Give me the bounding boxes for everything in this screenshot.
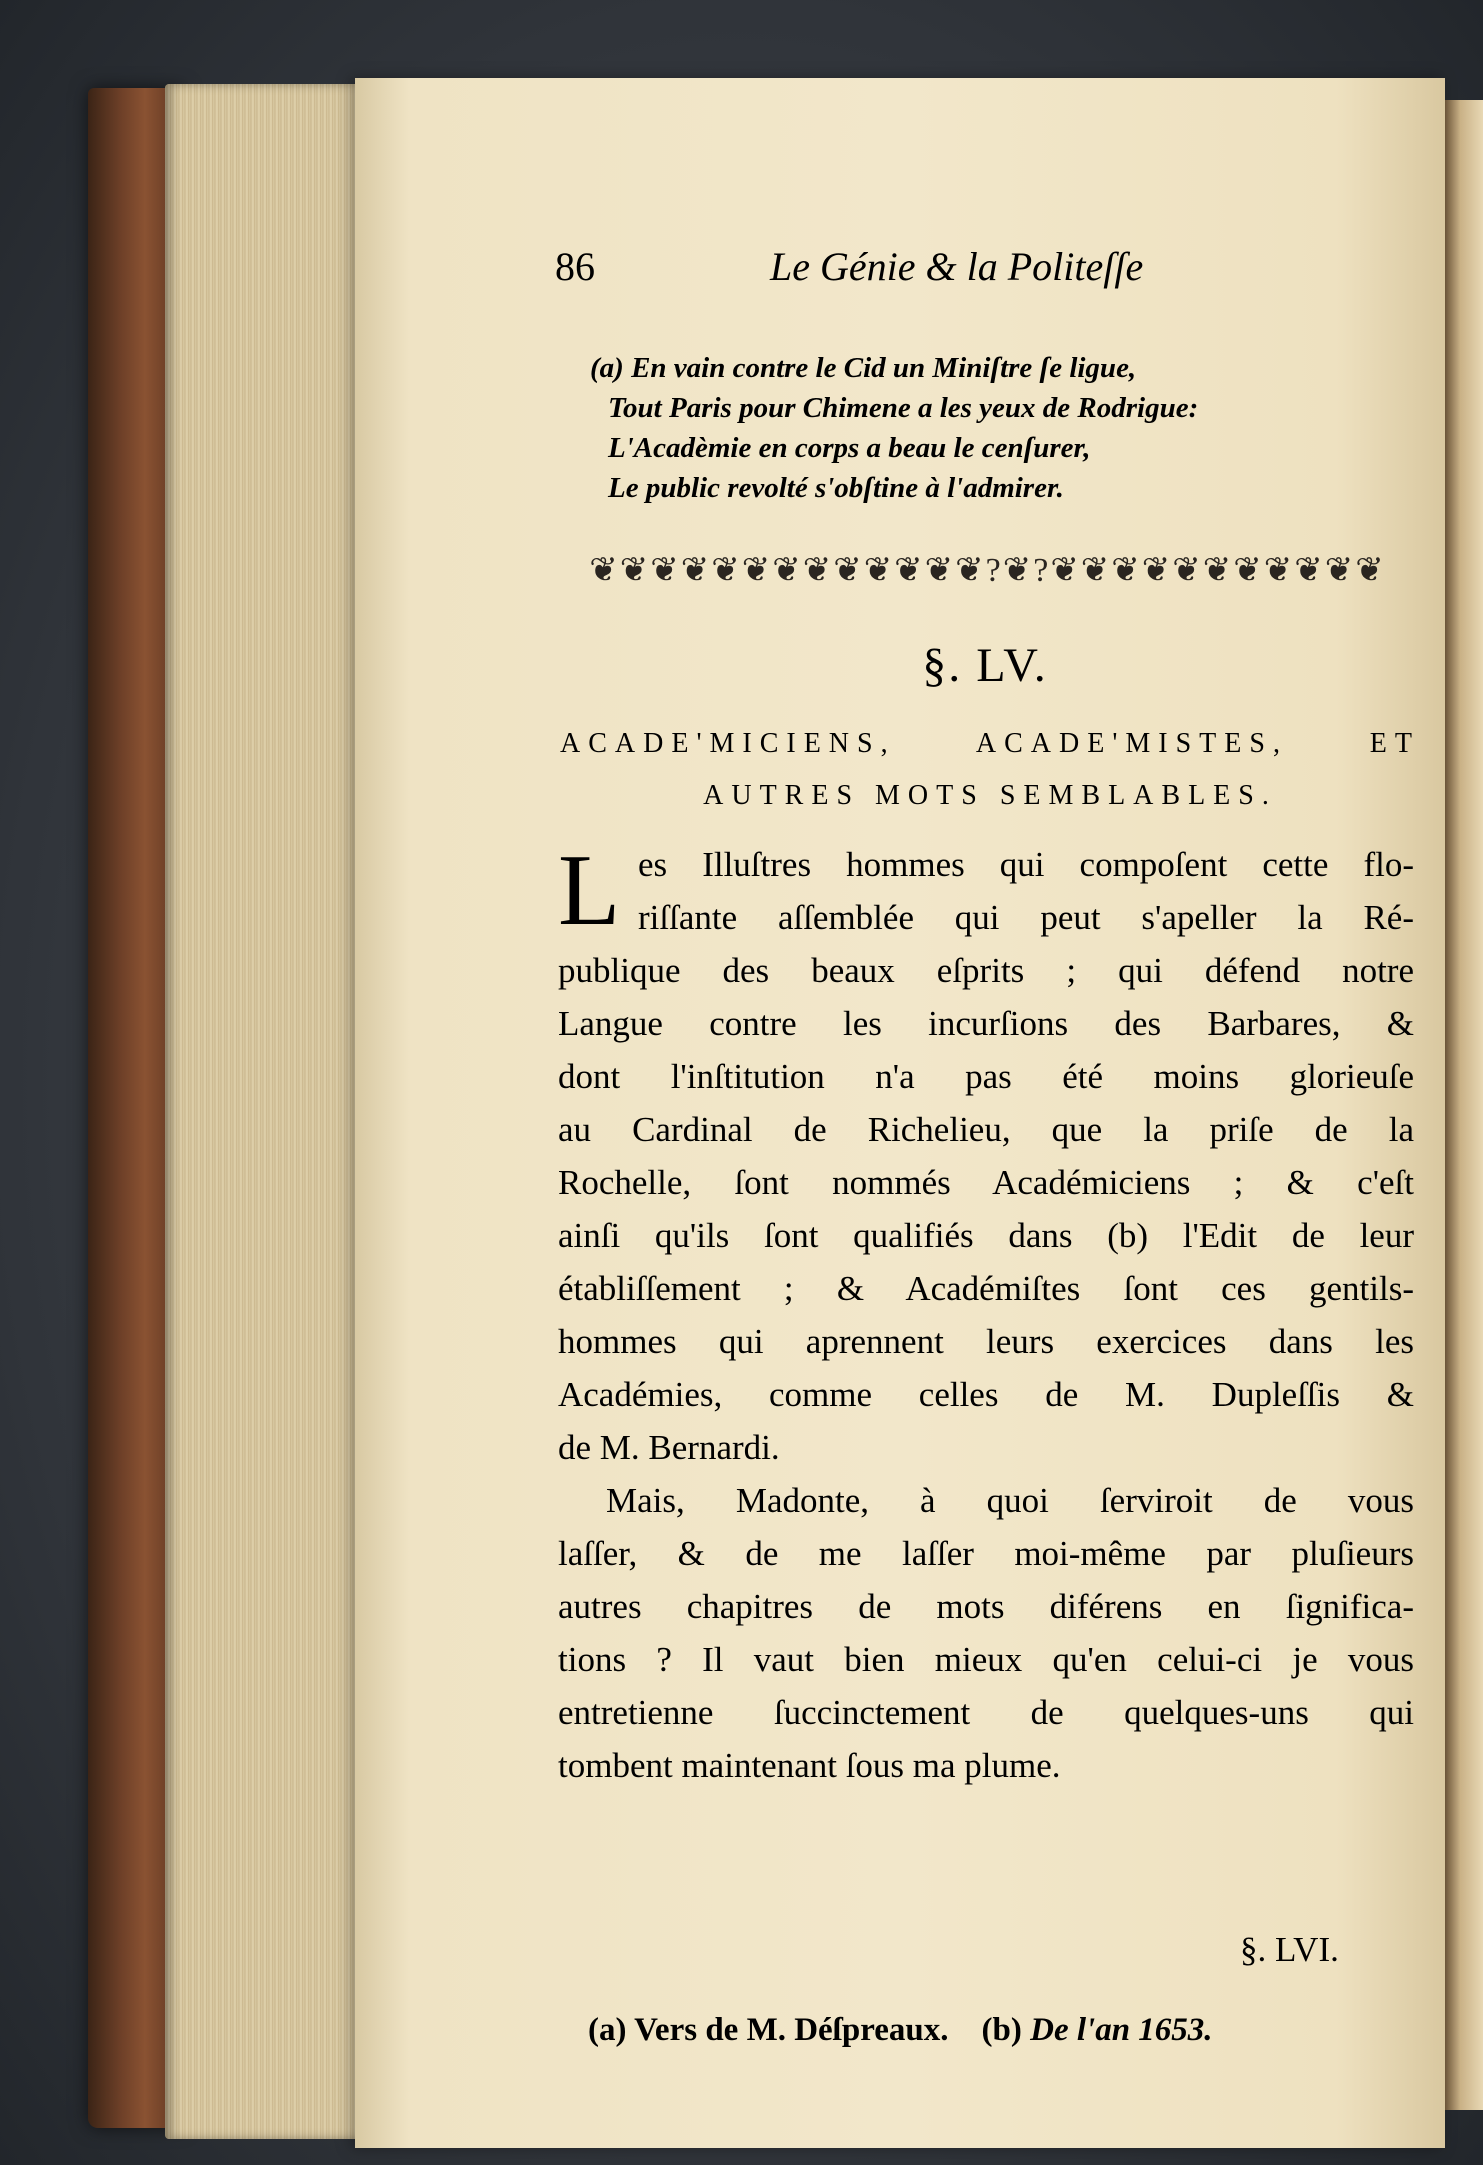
body-line: dont l'inſtitution n'a pas été moins glorieuſe <box>558 1057 1414 1096</box>
body-line: Rochelle, ſont nommés Académiciens ; & c'eſt <box>558 1163 1414 1202</box>
verse-line: Tout Paris pour Chimene a les yeux de Rodrigue: <box>608 392 1199 424</box>
body-line: laſſer, & de me laſſer moi-même par pluſieurs <box>558 1534 1414 1573</box>
footnote-a: (a) Vers de M. Déſpreaux. <box>588 2012 949 2048</box>
body-line: Langue contre les incurſions des Barbares, & <box>558 1004 1414 1043</box>
ornament-rule: ❦❦❦❦❦❦❦❦❦❦❦❦❦?❦?❦❦❦❦❦❦❦❦❦❦❦ <box>589 552 1386 589</box>
running-title: Le Génie & la Politeſſe <box>770 244 1144 289</box>
body-line: tombent maintenant ſous ma plume. <box>558 1746 1061 1785</box>
page-edges <box>165 84 365 2139</box>
verse-line: (a) En vain contre le Cid un Miniſtre ſe ligue, <box>590 352 1137 384</box>
body-line: établiſſement ; & Académiſtes ſont ces gentils- <box>558 1269 1414 1308</box>
footnote <box>588 2012 1418 2049</box>
verse-line: L'Acadèmie en corps a beau le cenſurer, <box>608 432 1091 464</box>
footnote-b-label: (b) <box>981 2012 1022 2048</box>
facing-page-edge <box>1445 100 1483 2110</box>
verse-note <box>590 348 1388 508</box>
body-text <box>558 834 1414 1792</box>
drop-cap: L <box>558 834 621 947</box>
running-head <box>555 243 1415 303</box>
heading-line: ACADE'MICIENS, ACADE'MISTES, ET <box>560 728 1420 759</box>
catchword: §. LVI. <box>1240 1930 1339 1969</box>
body-line: riſſante aſſemblée qui peut s'apeller la Ré- <box>638 898 1414 937</box>
body-line: ainſi qu'ils ſont qualifiés dans (b) l'Edit de leur <box>558 1216 1414 1255</box>
body-line: publique des beaux eſprits ; qui défend notre <box>558 951 1414 990</box>
body-line: entretienne ſuccinctement de quelques-uns qui <box>558 1693 1414 1732</box>
footnote-b-text: De l'an 1653. <box>1030 2012 1213 2048</box>
body-line: au Cardinal de Richelieu, que la priſe de la <box>558 1110 1414 1149</box>
heading-line: AUTRES MOTS SEMBLABLES. <box>703 780 1277 811</box>
body-line: Mais, Madonte, à quoi ſerviroit de vous <box>606 1481 1414 1520</box>
page-number: 86 <box>555 244 595 289</box>
body-line: es Illuſtres hommes qui compoſent cette flo- <box>638 845 1414 884</box>
body-line: de M. Bernardi. <box>558 1428 780 1467</box>
body-line: Académies, comme celles de M. Dupleſſis & <box>558 1375 1414 1414</box>
section-number: §. LV. <box>922 639 1048 692</box>
body-line: tions ? Il vaut bien mieux qu'en celui-ci je vous <box>558 1640 1414 1679</box>
body-line: autres chapitres de mots diférens en ſignifica- <box>558 1587 1414 1626</box>
section-heading <box>560 718 1420 822</box>
body-line: hommes qui aprennent leurs exercices dans les <box>558 1322 1414 1361</box>
verse-line: Le public revolté s'obſtine à l'admirer. <box>608 472 1064 504</box>
